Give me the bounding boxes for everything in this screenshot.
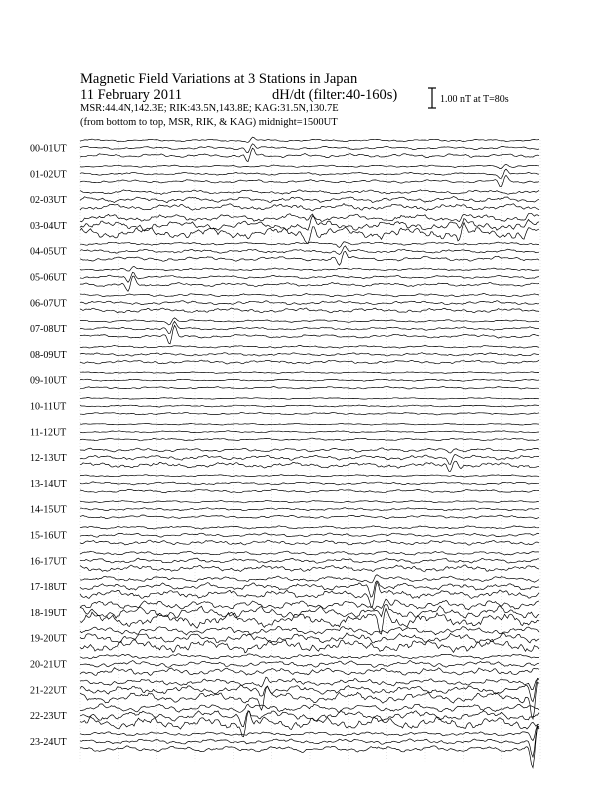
trace-rik — [80, 660, 539, 667]
trace-kag — [80, 515, 539, 519]
chart-title: Magnetic Field Variations at 3 Stations in Japan — [80, 71, 358, 87]
trace-msr — [80, 423, 539, 425]
trace-rik — [80, 169, 539, 178]
scale-bar-label: 1.00 nT at T=80s — [440, 94, 509, 105]
scale-bar — [428, 88, 436, 108]
trace-kag — [80, 276, 539, 291]
row-label: 21-22UT — [30, 685, 67, 697]
trace-rik — [80, 482, 539, 485]
trace-kag — [80, 565, 539, 572]
trace-kag — [80, 387, 539, 390]
trace-rik — [80, 197, 539, 203]
row-label: 16-17UT — [30, 556, 67, 568]
trace-kag — [80, 360, 539, 364]
trace-kag — [80, 489, 539, 492]
trace-kag — [80, 175, 539, 186]
trace-kag — [80, 668, 539, 676]
row-label: 13-14UT — [30, 478, 67, 490]
trace-msr — [80, 626, 539, 635]
trace-kag — [80, 204, 539, 211]
row-label: 14-15UT — [30, 504, 67, 516]
trace-msr — [80, 575, 539, 583]
trace-msr — [80, 242, 539, 248]
row-label: 20-21UT — [30, 659, 67, 671]
trace-msr — [80, 345, 539, 348]
trace-rik — [80, 321, 539, 333]
trace-rik — [80, 431, 539, 433]
station-coordinates: MSR:44.4N,142.3E; RIK:43.5N,143.8E; KAG:31.5N,130.7E — [80, 103, 339, 114]
row-label: 09-10UT — [30, 375, 67, 387]
trace-rik — [80, 604, 539, 618]
trace-msr — [80, 500, 539, 503]
trace-rik — [80, 405, 539, 407]
trace-rik — [80, 246, 539, 255]
station-order-note: (from bottom to top, MSR, RIK, & KAG) midnight=1500UT — [80, 117, 338, 128]
trace-kag — [80, 308, 539, 313]
trace-msr — [80, 599, 539, 610]
row-label: 00-01UT — [30, 143, 67, 155]
row-label: 08-09UT — [30, 349, 67, 361]
chart-date: 11 February 2011 — [80, 87, 183, 103]
row-label: 17-18UT — [30, 582, 67, 594]
trace-kag — [80, 251, 539, 265]
trace-kag — [80, 609, 539, 634]
trace-rik — [80, 727, 539, 758]
trace-kag — [80, 412, 539, 415]
row-label: 18-19UT — [30, 607, 67, 619]
row-label: 03-04UT — [30, 220, 67, 232]
row-label: 11-12UT — [30, 427, 67, 439]
trace-rik — [80, 558, 539, 563]
trace-kag — [80, 540, 539, 545]
row-label: 06-07UT — [30, 298, 67, 310]
trace-msr — [80, 137, 539, 142]
row-label: 15-16UT — [30, 530, 67, 542]
row-label: 05-06UT — [30, 272, 67, 284]
trace-msr — [80, 475, 539, 477]
row-label: 07-08UT — [30, 324, 67, 336]
trace-kag — [80, 461, 539, 471]
row-label: 19-20UT — [30, 633, 67, 645]
trace-rik — [80, 508, 539, 511]
row-label: 04-05UT — [30, 246, 67, 258]
trace-msr — [80, 266, 539, 271]
trace-rik — [80, 272, 539, 282]
trace-msr — [80, 293, 539, 296]
chart-quantity: dH/dt (filter:40-160s) — [272, 87, 398, 103]
trace-rik — [80, 581, 539, 597]
trace-rik — [80, 454, 539, 464]
row-label: 01-02UT — [30, 169, 67, 181]
trace-msr — [80, 448, 539, 453]
trace-rik — [80, 633, 539, 643]
trace-rik — [80, 353, 539, 356]
trace-msr — [80, 318, 539, 325]
trace-rik — [80, 379, 539, 381]
trace-msr — [80, 526, 539, 529]
row-label: 02-03UT — [30, 195, 67, 207]
trace-rik — [80, 710, 539, 726]
trace-msr — [80, 726, 539, 741]
trace-msr — [80, 398, 539, 400]
trace-msr — [80, 372, 539, 374]
trace-msr — [80, 164, 539, 168]
row-label: 12-13UT — [30, 453, 67, 465]
row-label: 23-24UT — [30, 736, 67, 748]
row-label: 10-11UT — [30, 401, 67, 413]
trace-rik — [80, 144, 539, 153]
trace-kag — [80, 438, 539, 441]
trace-msr — [80, 677, 539, 690]
trace-msr — [80, 551, 539, 555]
trace-kag — [80, 640, 539, 653]
trace-msr — [80, 704, 539, 713]
trace-msr — [80, 654, 539, 660]
trace-rik — [80, 533, 539, 537]
row-label: 22-23UT — [30, 711, 67, 723]
trace-kag — [80, 148, 539, 161]
trace-kag — [80, 682, 539, 719]
trace-msr — [80, 213, 539, 222]
trace-rik — [80, 301, 539, 305]
trace-msr — [80, 190, 539, 195]
